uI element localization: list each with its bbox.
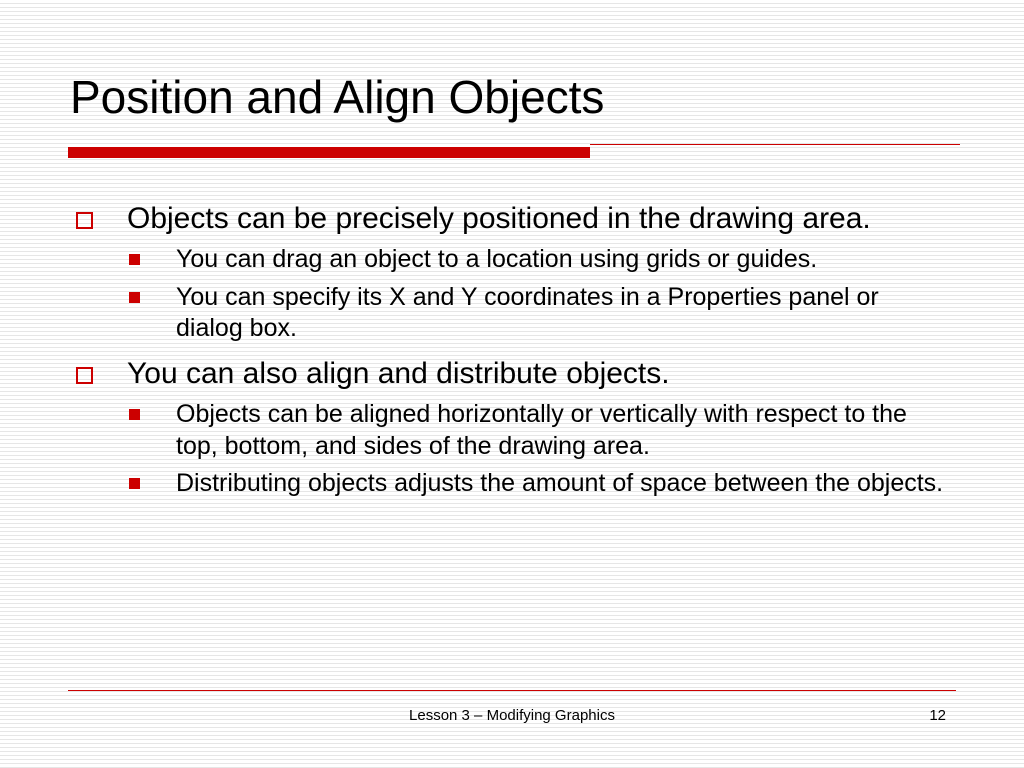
sub-bullet-item: [129, 282, 956, 346]
sub-bullet-text: You can drag an object to a location using grids or guides.: [176, 244, 818, 273]
slide-title: Position and Align Objects: [70, 71, 605, 123]
bullet-text: Objects can be precisely positioned in the drawing area.: [127, 202, 871, 235]
filled-square-bullet-icon: [129, 254, 140, 265]
sub-bullet-item: [129, 244, 956, 276]
sub-bullet-item: [129, 468, 956, 500]
title-underline-bar: [68, 147, 590, 158]
footer-lesson-title: Lesson 3 – Modifying Graphics: [409, 707, 615, 724]
title-underline: [68, 144, 960, 158]
sub-bullet-text: Objects can be aligned horizontally or vertically with respect to the top, bottom, and sides of the drawing area.: [176, 399, 907, 460]
filled-square-bullet-icon: [129, 292, 140, 303]
title-underline-line: [590, 144, 960, 145]
sub-bullet-item: [129, 399, 956, 463]
slide-content: [76, 200, 956, 500]
bullet-item: [76, 355, 956, 393]
hollow-square-bullet-icon: [76, 212, 93, 229]
slide-number: 12: [929, 707, 946, 724]
sub-bullet-text: Distributing objects adjusts the amount of space between the objects.: [176, 469, 944, 498]
footer-divider: [68, 690, 956, 691]
hollow-square-bullet-icon: [76, 367, 93, 384]
bullet-item: [76, 200, 956, 238]
sub-bullet-text: You can specify its X and Y coordinates in a Properties panel or dialog box.: [176, 282, 879, 343]
filled-square-bullet-icon: [129, 409, 140, 420]
bullet-text: You can also align and distribute objects.: [127, 357, 670, 391]
filled-square-bullet-icon: [129, 478, 140, 489]
